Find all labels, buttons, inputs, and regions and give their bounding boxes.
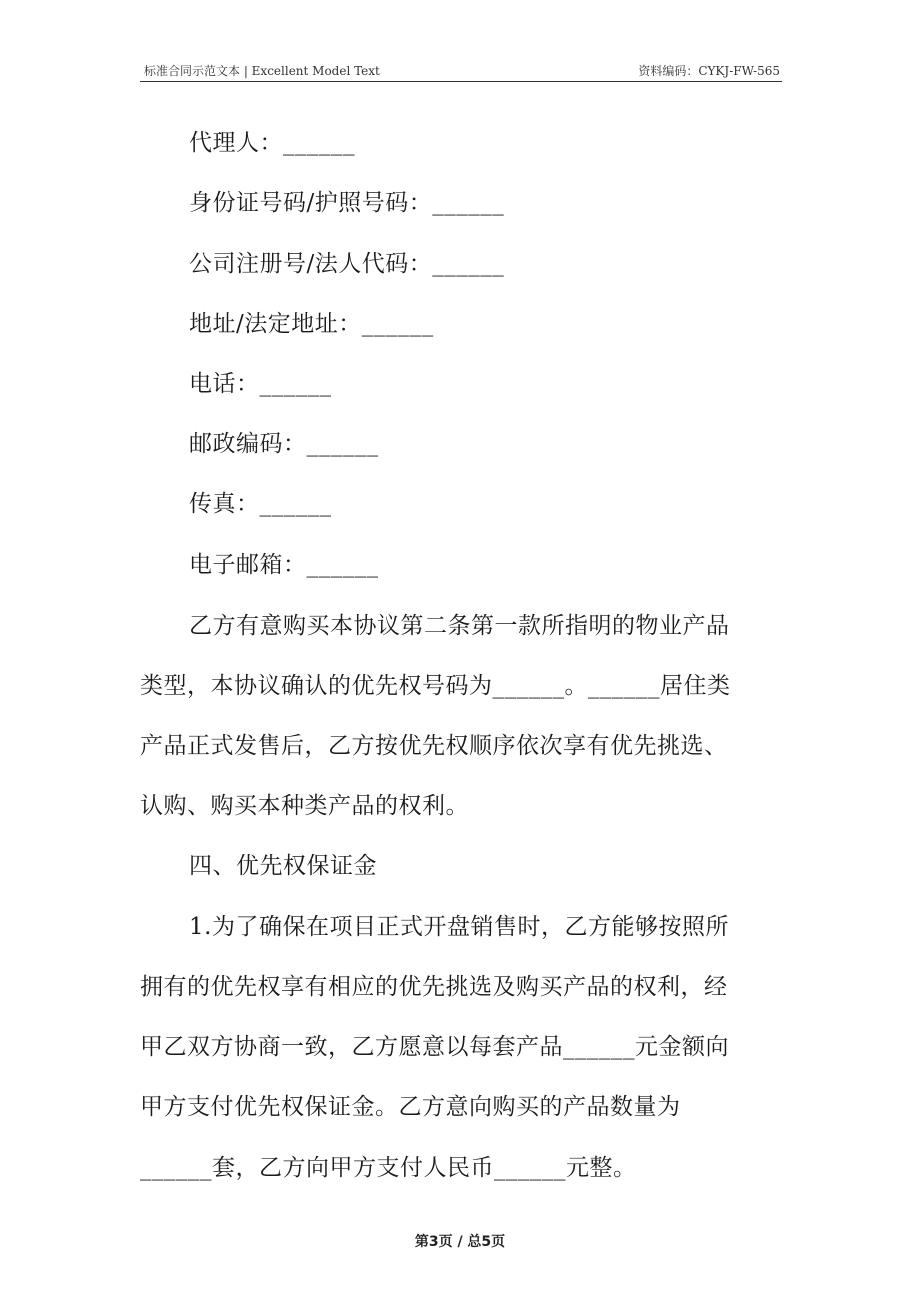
paragraph-line: ______套，乙方向甲方支付人民币______元整。	[140, 1155, 637, 1181]
paragraph-line: 认购、购买本种类产品的权利。	[140, 793, 469, 819]
paragraph-line: 1.为了确保在项目正式开盘销售时，乙方能够按照所	[189, 914, 729, 940]
section-heading: 四、优先权保证金	[189, 853, 377, 879]
paragraph-line: 拥有的优先权享有相应的优先挑选及购买产品的权利，经	[140, 974, 728, 1000]
header-doc-code: 资料编码：CYKJ-FW-565	[638, 64, 780, 78]
paragraph-line: 乙方有意购买本协议第二条第一款所指明的物业产品	[189, 613, 730, 639]
paragraph-line: 甲乙双方协商一致，乙方愿意以每套产品______元金额向	[140, 1034, 729, 1060]
field-id-number: 身份证号码/护照号码：______	[189, 190, 505, 216]
field-agent: 代理人：______	[189, 130, 355, 156]
paragraph-line: 产品正式发售后，乙方按优先权顺序依次享有优先挑选、	[140, 733, 728, 759]
page-indicator: 第3页 / 总5页	[414, 1234, 506, 1250]
paragraph-line: 甲方支付优先权保证金。乙方意向购买的产品数量为	[140, 1094, 681, 1120]
header-title: 标准合同示范文本 | Excellent Model Text	[144, 64, 380, 78]
field-company-reg: 公司注册号/法人代码：______	[189, 251, 505, 277]
field-phone: 电话：______	[189, 371, 332, 397]
paragraph-line: 类型，本协议确认的优先权号码为______。______居住类	[140, 673, 731, 699]
field-email: 电子邮箱：______	[189, 552, 379, 578]
page-header	[140, 60, 782, 82]
field-postal-code: 邮政编码：______	[189, 431, 379, 457]
field-fax: 传真：______	[189, 491, 332, 517]
field-address: 地址/法定地址：______	[189, 311, 434, 337]
